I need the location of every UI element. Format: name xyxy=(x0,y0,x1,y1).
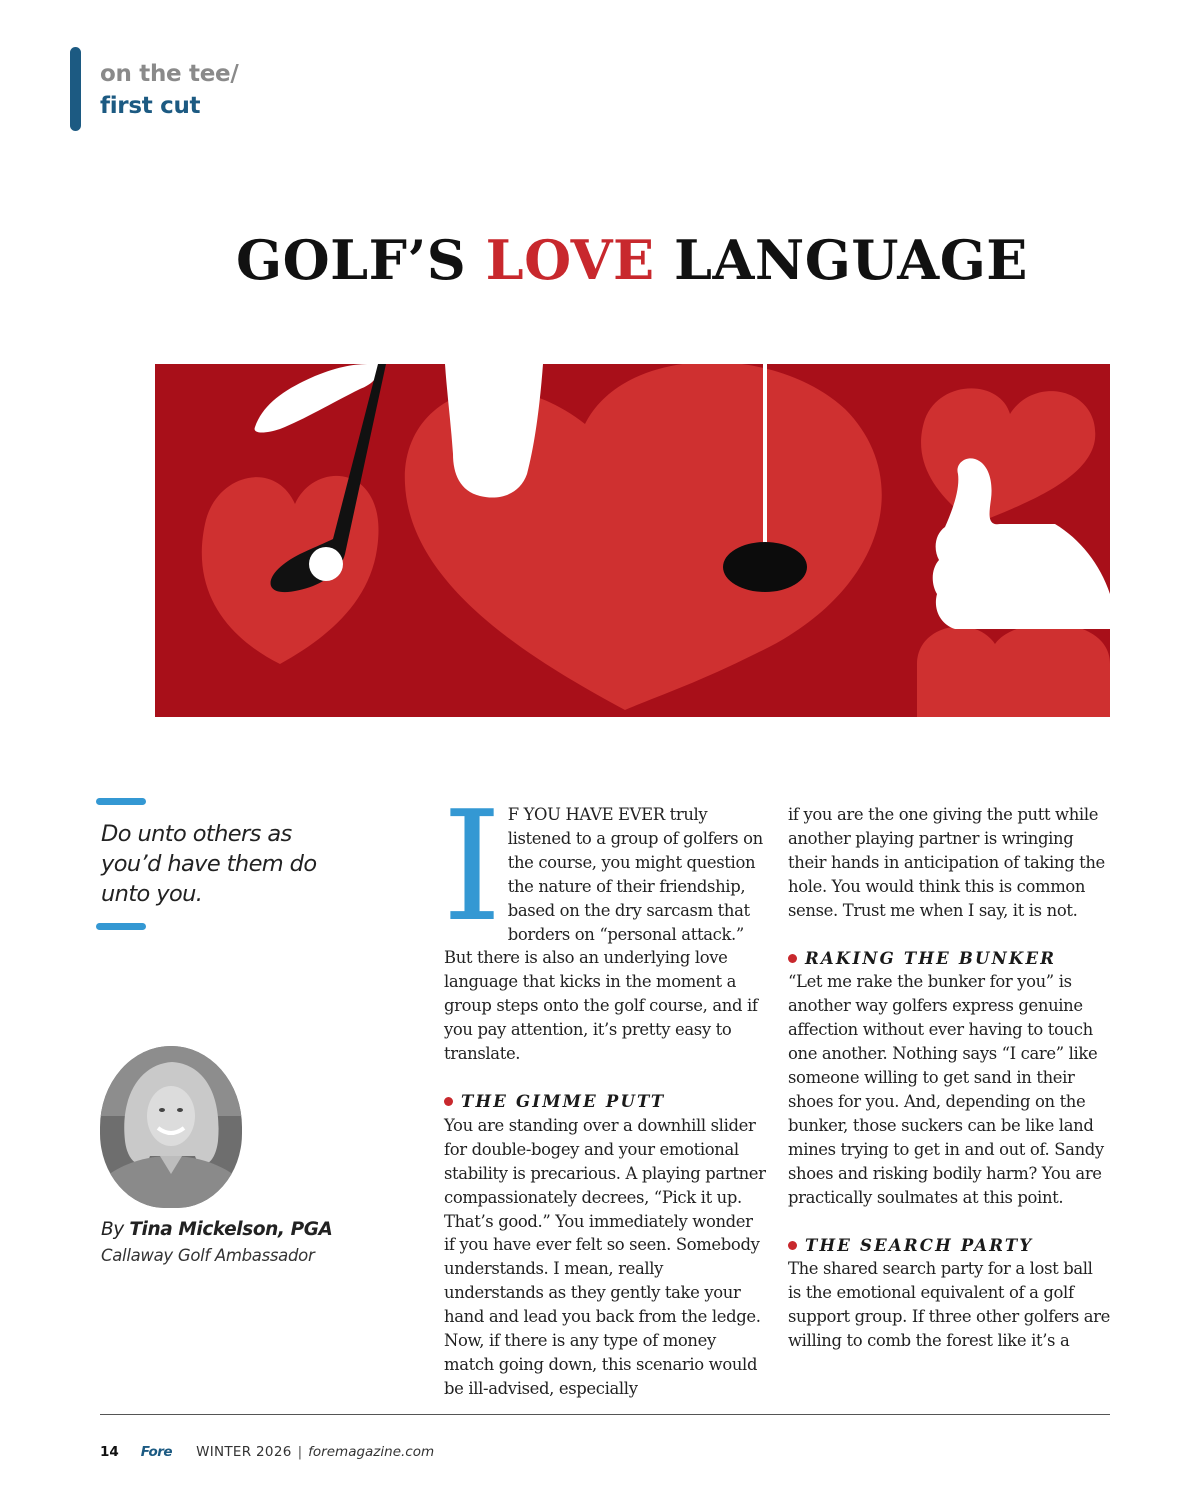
flagstick xyxy=(763,364,767,564)
bullet-dot-icon xyxy=(788,1241,797,1250)
subhead-text: THE GIMME PUTT xyxy=(461,1091,666,1111)
raking-bunker-paragraph: “Let me rake the bunker for you” is another way golfers express genuine affection without ever having to touch one another. Nothing says “I care” like someone willing to get sand in their shoes for you. And, depending on the bunker, those suckers can be like land mines trying to get in and out of. Sandy shoes and risking bodily harm? You are practically soulmates at this point. xyxy=(788,972,1104,1207)
footer-separator: | xyxy=(297,1444,303,1460)
gimme-putt-continued: if you are the one giving the putt while another playing partner is wringing their hands in anticipation of taking the hole. You would think this is common sense. Trust me when I say, it is not. xyxy=(788,805,1105,920)
headline-part-3: LANGUAGE xyxy=(654,228,1028,292)
article-column-2 xyxy=(788,803,1110,1353)
bullet-dot-icon xyxy=(788,954,797,963)
website-url: foremagazine.com xyxy=(308,1444,435,1460)
page-footer xyxy=(100,1444,434,1460)
pull-quote-rule-bottom xyxy=(96,923,146,930)
intro-paragraph xyxy=(442,778,766,1066)
subhead-search-party xyxy=(788,1234,1110,1258)
drop-cap: I xyxy=(442,778,502,955)
section-label: on the tee/ xyxy=(100,61,239,87)
golf-ball-icon xyxy=(309,547,343,581)
subhead-text: THE SEARCH PARTY xyxy=(805,1235,1034,1255)
byline-prefix: By xyxy=(101,1219,130,1240)
subsection-label: first cut xyxy=(100,93,201,119)
footer-rule xyxy=(100,1414,1110,1415)
subhead-raking-bunker xyxy=(788,947,1110,971)
hero-illustration xyxy=(155,364,1110,717)
pull-quote-text: Do unto others as you’d have them do unto you. xyxy=(101,821,317,907)
article-column-1 xyxy=(442,778,766,1401)
author-name: Tina Mickelson, PGA xyxy=(129,1219,333,1240)
headline-part-1: GOLF’S xyxy=(236,228,486,292)
heart-icon xyxy=(917,624,1110,717)
page-number: 14 xyxy=(100,1444,119,1460)
author-photo xyxy=(100,1046,242,1208)
subhead-text: RAKING THE BUNKER xyxy=(805,948,1057,968)
bullet-dot-icon xyxy=(444,1097,453,1106)
author-title: Callaway Golf Ambassador xyxy=(101,1246,315,1265)
subhead-gimme-putt xyxy=(444,1090,766,1114)
gimme-putt-paragraph: You are standing over a downhill slider for double-bogey and your emotional stability is precarious. A playing partner compassionately decrees, “Pick it up. That’s good.” You immediately wonder if you have ever felt so seen. Somebody understands. I mean, really understands as they gently take your hand and lead you back from the ledge. Now, if there is any type of money match going down, this scenario would be ill-advised, especially xyxy=(444,1115,766,1398)
section-accent-bar xyxy=(70,47,81,131)
byline xyxy=(101,1219,332,1240)
issue-label: WINTER 2026 xyxy=(196,1444,292,1460)
intro-text: F YOU HAVE EVER truly listened to a group of golfers on the course, you might question the nature of their friendship, based on the dry sarcasm that borders on “personal attack.” But there is also an underlying love language that kicks in the moment a group steps onto the golf course, and if you pay attention, it’s pretty easy to translate. xyxy=(444,805,763,1064)
search-party-paragraph: The shared search party for a lost ball is the emotional equivalent of a golf support group. If three other golfers are willing to comb the forest like it’s a xyxy=(788,1259,1110,1351)
pull-quote-rule-top xyxy=(96,798,146,805)
pull-quote xyxy=(96,798,326,930)
article-headline xyxy=(0,228,1200,292)
magazine-logo: Fore xyxy=(140,1444,173,1460)
headline-love-word: LOVE xyxy=(485,228,655,292)
golf-hole-icon xyxy=(723,542,807,592)
